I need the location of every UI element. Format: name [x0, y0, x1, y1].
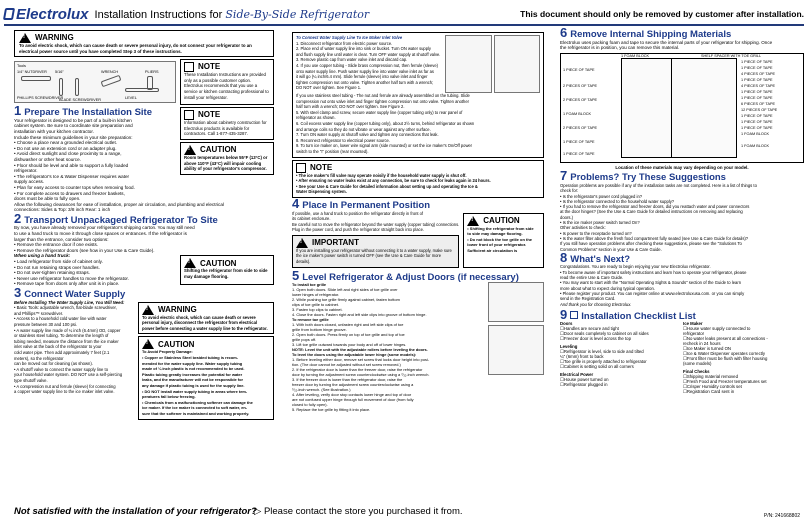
- checkbox-icon: [570, 311, 578, 319]
- text-line: 1. With both doors closed, unfasten right and left side clips of toe: [292, 322, 404, 328]
- text-line: tion. (The door cannot be adjusted without set screw removed.): [292, 362, 401, 368]
- material-label: 1 PIECE OF TAPE: [741, 65, 773, 70]
- text-line: • A water supply line made of ¼ inch (6.4mm) OD, copper: [14, 327, 121, 333]
- text-line: Other activities to check:: [560, 225, 606, 231]
- tool-label: BLADE SCREWDRIVER: [59, 98, 101, 103]
- text-line: 5. Replace the toe grille by fitting it into place.: [292, 407, 371, 413]
- section-title: What's Next?: [570, 253, 631, 265]
- removal-note: This document should only be removed by customer after installation.: [520, 9, 804, 19]
- text-line: DO NOT over tighten. See Figure 1.: [296, 85, 362, 91]
- note-icon: [296, 163, 306, 173]
- section-1-heading: [14, 103, 176, 119]
- text-line: half turn with a wrench; DO NOT over tighten. See Figure 2.: [296, 104, 405, 110]
- warning-title: WARNING: [35, 33, 74, 43]
- material-label: 2 PIECES OF TAPE: [563, 125, 598, 130]
- warning-icon: !: [19, 33, 31, 43]
- material-label: 1 FOAM BLOCK: [621, 53, 650, 58]
- caution-title: CAUTION: [200, 258, 237, 268]
- section-9-heading: [560, 306, 804, 322]
- text-line: Electrolux uses packing foam and tape to secure the internal parts of your refrigerator for shipping. Once: [560, 39, 773, 45]
- text-line: 1. Open both doors. Slide left and right sides of toe grille over: [292, 287, 398, 293]
- section-title: Place In Permanent Position: [302, 199, 430, 211]
- section-number: 5: [292, 267, 300, 283]
- caution-title: CAUTION: [158, 339, 195, 349]
- checklist-item[interactable]: ☐Door seals completely to cabinet on all sides: [560, 331, 649, 337]
- tool-label: LEVEL: [125, 96, 137, 101]
- text-line: If you still have operation problems after checking these suggestions, please see the "Solutions To: [560, 241, 742, 247]
- text-line: 6. Coil excess water supply line (copper tubing only), about 2½ turns, behind refrigerator as shown: [296, 120, 475, 126]
- material-label: 1 FOAM BLOCK: [741, 131, 770, 136]
- checklist-item[interactable]: ☐Toe grille is properly attached to refrigerator: [560, 359, 647, 365]
- checklist-item[interactable]: ☐Refrigerator plugged in: [560, 382, 608, 388]
- checklist-item[interactable]: ☐Handles are secure and tight: [560, 326, 619, 332]
- title-product: Side-By-Side Refrigerator: [225, 7, 370, 21]
- text-line: the refrigerator is in position, you can remove this material.: [560, 45, 680, 51]
- text-line: 2. If the refrigerator door is lower than the freezer door, raise the refrigerator: [292, 367, 423, 373]
- checklist-item[interactable]: ☐No water leaks present at all connections -: [683, 336, 768, 342]
- text-line: 3. Lift toe grille outward towards your body and off of lower hinges.: [292, 342, 407, 348]
- checklist-heading: Ice Maker: [683, 321, 703, 327]
- section-6-heading: [560, 25, 804, 40]
- section-number: 8: [560, 249, 568, 265]
- text-line: supply access.: [14, 179, 45, 185]
- caution-box: [463, 213, 544, 268]
- material-label: 1 PIECE OF TAPE: [741, 89, 773, 94]
- text-line: dishwasher or other heat source.: [14, 156, 81, 162]
- text-line: • Floor should be level and able to support a fully loaded: [14, 162, 129, 168]
- brand-name: Electrolux: [16, 5, 89, 23]
- text-line: grille from bottom hinge groove.: [292, 327, 347, 333]
- text-line: Sufficient air circulation is: [467, 247, 518, 253]
- text-line: tighten compression nut onto valve. Tighten another half turn with a wrench;: [296, 79, 434, 85]
- warning-icon: !: [142, 305, 154, 315]
- section-7-heading: [560, 168, 804, 184]
- column-right: [560, 25, 804, 395]
- figure-1-illustration: [445, 35, 492, 93]
- text-line: • The ice maker's fill valve may operate noisily if the household water supply is shut off.: [296, 172, 467, 178]
- text-line: • After ensuring no water leaks exist at any connection, be sure to check for leaks again in 24 hours.: [296, 178, 491, 184]
- material-label: 1 PIECE OF TAPE: [741, 125, 773, 130]
- text-line: ice maker. If the ice maker is connected to soft water, en-: [142, 405, 248, 411]
- text-line: Your refrigerator is designed to be part of a built-in kitchen: [14, 117, 132, 123]
- section-title: Level Refrigerator & Adjust Doors (if necessary): [302, 271, 519, 283]
- text-line: 3. Remove plastic cap from water valve inlet and discard cap.: [296, 57, 408, 63]
- text-line: • Shifting the refrigerator from side: [467, 225, 534, 231]
- note-title: NOTE: [198, 62, 221, 72]
- text-line: doors.): [560, 214, 574, 220]
- text-line: • A compression nut and ferrule (sleeve) for connecting: [14, 383, 116, 389]
- caution-text: Shifting the refrigerator from side to side may damage flooring.: [184, 268, 268, 280]
- checklist-heading: Doors: [560, 321, 573, 327]
- section-number: 6: [560, 25, 568, 40]
- material-label: 2 PIECES OF TAPE: [563, 83, 598, 88]
- checklist-item: (some models): [683, 361, 712, 367]
- important-text: If you are installing your refrigerator without connecting it to a water supply, make sure the ice maker's power switch is turned OFF (see the Use & Care Guide for more details).: [296, 247, 452, 265]
- text-line: check for:: [560, 188, 579, 194]
- text-line: Plug in the power cord, and push the refrigerator straight back into place.: [292, 227, 424, 233]
- note-text: These Installation Instructions are provided only as a possible customer option. Electrolux recommends that you use a service or kitchen contracting professional to install your refrigerator.: [184, 72, 269, 100]
- text-line: • Is the refrigerator connected to the household water supply?: [560, 198, 675, 204]
- text-line: • Never use refrigerator handles to move the refrigerator.: [14, 275, 129, 281]
- text-line: lower front of your refrigerator.: [467, 242, 527, 248]
- note-icon: [184, 110, 194, 120]
- caution-icon: !: [467, 216, 479, 226]
- text-line: To install toe grille: [292, 282, 327, 288]
- material-label: 1 PIECE OF TAPE: [563, 67, 595, 72]
- checklist-item[interactable]: ☐Crisper Humidity controls set: [683, 384, 742, 390]
- material-label: 1 FOAM BLOCK: [563, 111, 592, 116]
- text-line: freezer door by turning the adjustment screw counterclockwise using a: [292, 382, 414, 388]
- text-line: peratures fall below freezing.: [142, 394, 196, 400]
- text-line: • Is the refrigerator's power cord plugged in?: [560, 193, 643, 199]
- section-number: 2: [14, 210, 22, 226]
- text-line: it will go (¼ inch/6.4 mm). Slide ferrule (sleeve) into valve inlet and finger: [296, 74, 428, 80]
- checklist-item[interactable]: ☐Freezer door is level across the top: [560, 336, 631, 342]
- text-line: • Plan for easy access to counter tops when removing food.: [14, 184, 135, 190]
- text-line: closed to fully open).: [292, 402, 328, 408]
- section-3-body: [14, 300, 134, 422]
- text-line: Include these minimum guidelines in your site preparation:: [14, 134, 133, 140]
- section-5-heading: [292, 267, 544, 283]
- door-divider: [671, 58, 672, 158]
- figure-2-illustration: [494, 35, 541, 93]
- text-line: By now, you have already removed your refrigerator's shipping carton. You may still need: [14, 225, 195, 231]
- level-icon: [125, 88, 159, 92]
- text-line: installation with your kitchen contractor.: [14, 128, 94, 134]
- section-number: 3: [14, 285, 22, 300]
- text-line: grille pops off.: [292, 337, 317, 343]
- checklist-item: ¼" (6mm) front to back: [560, 354, 604, 360]
- text-line: • Avoid direct sunlight and close proximity to a range,: [14, 151, 122, 157]
- note-box: [180, 59, 274, 105]
- caution-icon: !: [184, 145, 196, 155]
- text-line: send in the Registration Card.: [560, 296, 616, 302]
- text-line: type shutoff valve.: [14, 377, 48, 383]
- caution-box: [180, 142, 274, 175]
- text-line: and flush supply line until water is clear. Turn OFF water supply at shutoff valve.: [296, 51, 441, 57]
- text-line: door by turning the adjustment screw counterclockwise using a ⁷⁄₃₂-inch wrench.: [292, 372, 430, 378]
- text-line: and Phillips™ screwdriver.: [14, 310, 64, 316]
- section-1-body: [14, 118, 176, 202]
- tool-label: Tools: [17, 64, 26, 69]
- warning-text: To avoid electric shock, which can cause death or severe personal injury, do not connect your refrigerator to an electrical power source until you have completed Step 3 of these instructions.: [19, 43, 252, 54]
- caution-box: [180, 255, 274, 285]
- note-box: [292, 160, 544, 198]
- text-line: doors must be able to fully open.: [14, 196, 81, 202]
- tool-label: 1/4" NUTDRIVER: [17, 70, 47, 75]
- material-label: 1 PIECE OF TAPE: [741, 77, 773, 82]
- caution-icon: !: [142, 339, 154, 349]
- section-8-body: [560, 264, 804, 307]
- text-line: Before Installing The Water Supply Line, You Will Need:: [14, 299, 125, 305]
- section-7-body: [560, 183, 804, 252]
- document-title: [95, 8, 370, 21]
- subsection-title: To Connect Water Supply Line To Ice Maker Inlet Valve: [296, 35, 403, 40]
- text-line: Plastic tubing greatly increases the potential for water: [142, 371, 243, 377]
- text-line: 8. Reconnect refrigerator to electrical power source.: [296, 137, 390, 143]
- text-line: connections: Sides & Top: 3/8 inch Rear: 1 inch: [14, 207, 111, 213]
- text-line: • See your Use & Care Guide for detailed information about setting up and operating the Ice &: [296, 183, 478, 189]
- text-line: Congratulations. You are ready to begin enjoying your new Electrolux refrigerator.: [560, 264, 711, 270]
- text-line: pressure between 30 and 100 psi.: [14, 321, 78, 327]
- text-line: If you use stainless steel tubing - The nut and ferrule are already assembled on the tubing. Slide: [296, 93, 470, 98]
- material-label: 1 FOAM BLOCK: [741, 143, 770, 148]
- checklist-heading: Electrical Power: [560, 372, 594, 378]
- text-line: more about what to expect during typical operation.: [560, 285, 655, 291]
- text-line: or stainless steel tubing. To determine the length of: [14, 333, 109, 339]
- text-line: 9. To turn ice maker on, lower wire signal arm (side mounted) or set the ice maker's On/Off power: [296, 143, 473, 149]
- tool-label: PLIERS: [145, 70, 159, 75]
- text-line: • Is the water filter above the fresh food compartment fully seated (see Use & Care Guide for details)?: [560, 235, 749, 241]
- text-line: a copper water supply line to the ice maker inlet valve.: [14, 389, 115, 395]
- hinge-illustration: [488, 325, 544, 375]
- note-title: NOTE: [198, 110, 221, 120]
- text-line: • Choose a place near a grounded electrical outlet.: [14, 140, 117, 146]
- text-line: Allow the following clearances for ease of installation, proper air circulation, and plumbing and electrical: [14, 201, 224, 207]
- material-label: 1 PIECE OF TAPE: [741, 95, 773, 100]
- text-line: • A shutoff valve to connect the water supply line to: [14, 366, 109, 372]
- text-line: 2. While pushing toe grille firmly against cabinet, fasten bottom: [292, 297, 400, 303]
- material-label: 1 PIECE OF TAPE: [741, 119, 773, 124]
- material-label: SHELF SPACER WITH TOE GRILL: [701, 53, 762, 58]
- column-left: [14, 30, 274, 422]
- text-line: leaks, and the manufacturer will not be responsible for: [142, 377, 243, 383]
- toe-grille-illustration: [488, 282, 544, 322]
- nutdriver-icon: [21, 76, 51, 81]
- caution-title: CAUTION: [483, 215, 520, 225]
- text-line: 7. Turn ON water supply at shutoff valve and tighten any connections that leak.: [296, 132, 439, 138]
- caution-box: [138, 336, 274, 419]
- tool-label: PHILLIPS SCREWDRIVER: [17, 96, 64, 101]
- caution-icon: !: [184, 258, 196, 268]
- text-line: meters), so the refrigerator: [14, 355, 64, 361]
- text-line: read the entire Use & Care Guide.: [560, 275, 624, 281]
- text-line: 5. With steel clamp and screw, secure water supply line (copper tubing only) to rear panel of: [296, 109, 463, 115]
- text-line: • Please register your product. You can register online at www.electroluxusa.com. or you can simply: [560, 290, 745, 296]
- checklist-heading: Final Checks: [683, 369, 710, 375]
- text-line: • The refrigerator's Ice & Water Dispenser requires water: [14, 173, 130, 179]
- checklist-item[interactable]: ☐Front filter must be flush with filter housing: [683, 356, 768, 362]
- checklist-item[interactable]: ☐Registration Card sent in: [683, 389, 735, 395]
- text-line: • Access to a household cold water line with water: [14, 316, 107, 322]
- text-line: switch to the "I" position (rear mounted).: [296, 148, 369, 154]
- text-line: When using a hand truck:: [14, 253, 71, 259]
- section-number: 4: [292, 195, 300, 211]
- section-number: 7: [560, 168, 568, 184]
- caution-title: CAUTION: [200, 145, 237, 155]
- refrigerator-illustration: [621, 58, 737, 158]
- text-line: • Remove the entrance door if one exists.: [14, 242, 99, 248]
- text-line: • Load refrigerator from side of cabinet only.: [14, 259, 103, 265]
- checklist-item[interactable]: ☐Cabinet is setting solid on all corners: [560, 364, 634, 370]
- material-label: 4 PIECES OF TAPE: [741, 71, 776, 76]
- tool-label: WRENCH: [101, 70, 119, 75]
- brand-logo: [4, 6, 89, 23]
- note-box: [180, 107, 274, 140]
- text-line: tubing needed, measure the distance from the ice maker: [14, 338, 119, 344]
- warning-text: To avoid electric shock, which can cause death or severe personal injury, disconnect the refrigerator from electrical power before connecting a water supply line to the refrigerator.: [142, 314, 268, 331]
- electrolux-logo-icon: [3, 8, 15, 20]
- text-line: 2. Place end of water supply line into sink or bucket. Turn ON water supply: [296, 46, 431, 52]
- installation-checklist: [560, 321, 804, 394]
- important-title: IMPORTANT: [312, 238, 359, 248]
- checklist-item: refrigerator: [683, 331, 705, 337]
- checklist-item[interactable]: ☐House power turned on: [560, 377, 609, 383]
- material-label: 6 PIECES OF TAPE: [741, 101, 776, 106]
- note-icon: [184, 62, 194, 72]
- text-line: compression nut onto valve inlet and finger tighten compression nut onto valve. Tighten another: [296, 98, 469, 104]
- material-label: 2 PIECES OF TAPE: [563, 97, 598, 102]
- pliers-icon: [147, 76, 153, 90]
- shipping-materials-diagram: [560, 53, 804, 163]
- column-middle: [292, 30, 544, 412]
- text-line: • Remove tape from doors only after unit is in place.: [14, 281, 120, 287]
- checklist-item[interactable]: ☐Ice Maker is turned ON: [683, 346, 732, 352]
- text-line: • If you had to remove the refrigerator and freezer doors, did you reattach water and power connectors: [560, 204, 750, 210]
- text-line: lower hinges of refrigerator.: [292, 292, 340, 298]
- text-line: 3. Fasten top clips to cabinet.: [292, 307, 343, 313]
- text-line: 4. If you use copper tubing - Slide brass compression nut, then ferrule (sleeve): [296, 62, 438, 68]
- text-line: Water Dispensing system.: [296, 189, 347, 195]
- note-title: NOTE: [310, 162, 333, 172]
- section-4-heading: [292, 195, 544, 211]
- checklist-item[interactable]: ☐Refrigerator is level, side to side and tilted: [560, 349, 644, 355]
- material-label: 12 PIECES OF TAPE: [741, 107, 778, 112]
- text-line: • Do not block the toe grille on the: [467, 236, 532, 242]
- section-number: 1: [14, 103, 22, 119]
- checklist-item: recheck in 24 hours: [683, 341, 721, 347]
- section-title: Remove Internal Shipping Materials: [570, 29, 732, 40]
- text-line: and arrange coils so they do not vibrate or wear against any other surface.: [296, 126, 431, 132]
- tools-illustration: [14, 61, 176, 103]
- text-line: ⁷⁄₃₂-inch wrench. (See illustration.): [292, 387, 351, 393]
- section-6-body: [560, 40, 804, 51]
- section-2-body: [14, 225, 274, 253]
- warning-box: [138, 302, 274, 335]
- text-line: are not confused upper hinge through full movement of door (from fully: [292, 397, 414, 403]
- section-5-body: [292, 282, 485, 412]
- screwdriver-icon: [59, 78, 63, 96]
- material-label: 4 PIECES OF TAPE: [741, 83, 776, 88]
- text-line: cold water pipe. Then add approximately 7 feet (2.1: [14, 349, 110, 355]
- text-line: 2. Open both doors. Press firmly on top of toe grille and top of toe: [292, 332, 405, 338]
- text-line: • DO NOT install water supply tubing in areas where tem-: [142, 388, 248, 394]
- text-line: To remove toe grille: [292, 317, 329, 323]
- section-title: Installation Checklist List: [581, 310, 696, 322]
- checklist-item[interactable]: ☐Shipping material removed: [683, 374, 738, 380]
- text-line: To level the doors using the adjustable lower hinge (some models):: [292, 352, 417, 358]
- section-3-heading: [14, 285, 274, 300]
- text-line: • Copper or Stainless Steel braided tubing is recom-: [142, 354, 239, 360]
- checklist-item[interactable]: ☐Fresh Food and Freezer temperatures set: [683, 379, 767, 385]
- text-line: Common Problems" section in your Use & Care Guide.: [560, 246, 662, 252]
- checklist-item[interactable]: ☐House water supply connected to: [683, 326, 751, 332]
- text-line: 4. Close the doors. Fasten right and left side clips into groove of bottom hinge.: [292, 312, 427, 318]
- closing-text: And thank you for choosing Electrolux.: [560, 301, 632, 307]
- wrench-icon: [101, 75, 122, 87]
- warning-title: WARNING: [158, 304, 197, 314]
- material-label: 1 PIECE OF TAPE: [563, 151, 595, 156]
- water-steps-box: [292, 32, 544, 158]
- text-line: larger than the entrance, consider two options:: [14, 236, 109, 242]
- text-line: refrigerator as shown.: [296, 115, 336, 121]
- text-line: its cabinet enclosure.: [292, 216, 331, 222]
- text-line: • To become aware of important safety instructions and learn how to operate your refrigerator, please: [560, 269, 747, 275]
- text-line: any damage if plastic tubing is used for the supply line.: [142, 382, 245, 388]
- screwdriver-icon: [75, 78, 79, 96]
- text-line: • You may want to start with the "Normal Operating Sights & Sounds" section of the Guide to learn: [560, 280, 742, 286]
- text-line: 3. If the freezer door is lower than the refrigerator door, raise the: [292, 377, 403, 383]
- checklist-heading: Leveling: [560, 344, 578, 350]
- text-line: to side may damage flooring.: [467, 231, 523, 237]
- text-line: To Avoid Property Damage:: [142, 349, 193, 355]
- text-line: mended for the water supply line. Water supply tubing: [142, 360, 243, 366]
- note-text: Information about cabinetry construction for Electrolux products is available for contractors. Call 1-877-435-3287.: [184, 120, 267, 137]
- section-4-body: [292, 211, 459, 233]
- text-line: • Remove the refrigerator doors (see how in your Use & Care Guide).: [14, 247, 155, 253]
- text-line: • Do not run retaining straps over handles.: [14, 264, 100, 270]
- text-line: at the door hinges? (See the Use & Care Guide for detailed instructions on removing and replacing: [560, 209, 743, 215]
- text-line: sure that the softener is maintained and working properly.: [142, 410, 250, 416]
- text-line: • Do not use an extension cord or an adapter plug.: [14, 145, 117, 151]
- footer-contact: ▷ Please contact the store you purchased it from.: [254, 506, 463, 517]
- section-number: 9: [560, 306, 568, 322]
- material-label: 1 PIECE OF TAPE: [741, 59, 773, 64]
- footer-question: Not satisfied with the installation of your refrigerator?: [14, 506, 257, 517]
- text-line: clips of toe grille to cabinet.: [292, 302, 339, 308]
- section-title: Transport Unpackaged Refrigerator To Site: [24, 214, 218, 226]
- text-line: NOTE: Level the unit with the adjustable rollers before leveling the doors.: [292, 347, 428, 353]
- tool-label: 5/16": [55, 70, 64, 75]
- text-line: can be moved out for cleaning (as shown).: [14, 361, 93, 367]
- material-label: 1 PIECE OF TAPE: [563, 139, 595, 144]
- header: [4, 4, 804, 26]
- text-line: 1. Before leveling either door, remove set screw that locks door height into posi-: [292, 357, 430, 363]
- text-line: to use a hand truck to move it through close spaces or entrances. If the refrigerator is: [14, 231, 187, 237]
- part-number: P/N: 241668802: [763, 513, 800, 519]
- text-line: your household water system. DO NOT use a self-piercing: [14, 372, 123, 378]
- warning-box: [14, 30, 274, 57]
- diagram-caption: Location of these materials may vary depending on your model.: [615, 164, 749, 170]
- important-box: [292, 235, 459, 268]
- text-line: • Is power to the receptacle turned on?: [560, 230, 632, 236]
- caution-text: Room temperatures below 55°F (13°C) or above 110°F (43°C) will impair cooling ability of your refrigerator's compressor.: [184, 154, 268, 172]
- text-line: If possible, use a hand truck to position the refrigerator directly in front of: [292, 210, 424, 216]
- text-line: Be careful not to move the refrigerator beyond the water supply (copper tubing) connections.: [292, 221, 460, 227]
- important-icon: !: [296, 238, 308, 248]
- title-prefix: Installation Instructions for: [94, 8, 223, 21]
- section-title: Connect Water Supply: [24, 289, 126, 300]
- section-title: Problems? Try These Suggestions: [570, 172, 726, 184]
- text-line: Operation problems are possible if any of the installation tasks are not completed. Here is a list of things to: [560, 182, 757, 188]
- section-title: Prepare The Installation Site: [24, 107, 152, 119]
- text-line: • Basic Tools: adjustable wrench, flat-blade screwdriver,: [14, 305, 117, 311]
- text-line: refrigerator.: [14, 168, 38, 174]
- text-line: made of ¼ inch plastic is not recommended to be used.: [142, 366, 245, 372]
- material-label: 1 PIECE OF TAPE: [741, 113, 773, 118]
- text-line: 1. Disconnect refrigerator from electric power source.: [296, 40, 393, 46]
- text-line: • Do not over-tighten retaining straps.: [14, 270, 90, 276]
- text-line: • Is the ice maker power switch turned On?: [560, 220, 640, 226]
- text-line: onto water supply line. Push water supply line into water valve inlet as far as: [296, 68, 434, 74]
- text-line: • Chemicals from a malfunctioning softener can damage the: [142, 399, 253, 405]
- checklist-item[interactable]: ☐Ice & Water Dispenser operates correctly: [683, 351, 766, 357]
- text-line: inlet valve at the back of the refrigerator to your: [14, 344, 102, 350]
- text-line: cabinet system. Be sure to coordinate site preparation and: [14, 123, 133, 129]
- text-line: • For complete access to drawers and freezer baskets,: [14, 190, 125, 196]
- text-line: 4. After leveling, verify door stop contacts lower hinge and top of door: [292, 392, 412, 398]
